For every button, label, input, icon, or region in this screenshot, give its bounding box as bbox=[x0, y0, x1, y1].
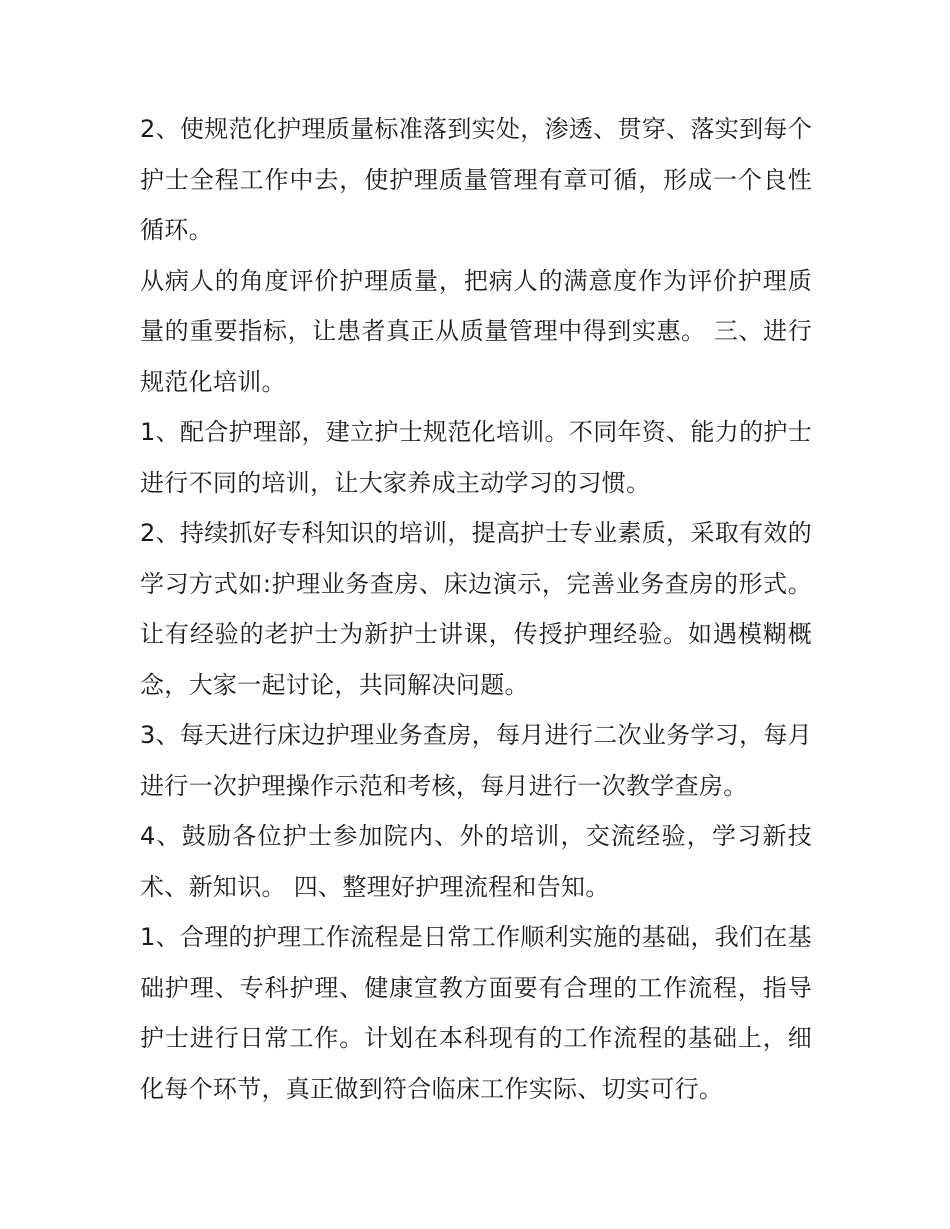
paragraph-training-item-2: 2、持续抓好专科知识的培训，提高护士专业素质，采取有效的学习方式如:护理业务查房、床边演示，完善业务查房的形式。让有经验的老护士为新护士讲课，传授护理经验。如遇模糊概念，大家一起讨论，共同解决问题。 bbox=[140, 519, 812, 699]
paragraph-training-item-4: 4、鼓励各位护士参加院内、外的培训，交流经验，学习新技术、新知识。 四、整理好护理流程和告知。 bbox=[140, 822, 812, 901]
paragraph-training-item-1: 1、配合护理部，建立护士规范化培训。不同年资、能力的护士进行不同的培训，让大家养成主动学习的习惯。 bbox=[140, 418, 812, 497]
paragraph-patient-evaluation: 从病人的角度评价护理质量，把病人的满意度作为评价护理质量的重要指标，让患者真正从质量管理中得到实惠。 三、进行规范化培训。 bbox=[140, 266, 812, 396]
document-body bbox=[140, 104, 812, 1114]
paragraph-quality-standards: 2、使规范化护理质量标准落到实处，渗透、贯穿、落实到每个护士全程工作中去，使护理质量管理有章可循，形成一个良性循环。 bbox=[140, 115, 812, 244]
paragraph-training-item-3: 3、每天进行床边护理业务查房，每月进行二次业务学习，每月进行一次护理操作示范和考核，每月进行一次教学查房。 bbox=[140, 721, 812, 800]
paragraph-workflow-item-1: 1、合理的护理工作流程是日常工作顺利实施的基础，我们在基础护理、专科护理、健康宣教方面要有合理的工作流程，指导护士进行日常工作。计划在本科现有的工作流程的基础上，细化每个环节，真正做到符合临床工作实际、切实可行。 bbox=[140, 923, 812, 1103]
